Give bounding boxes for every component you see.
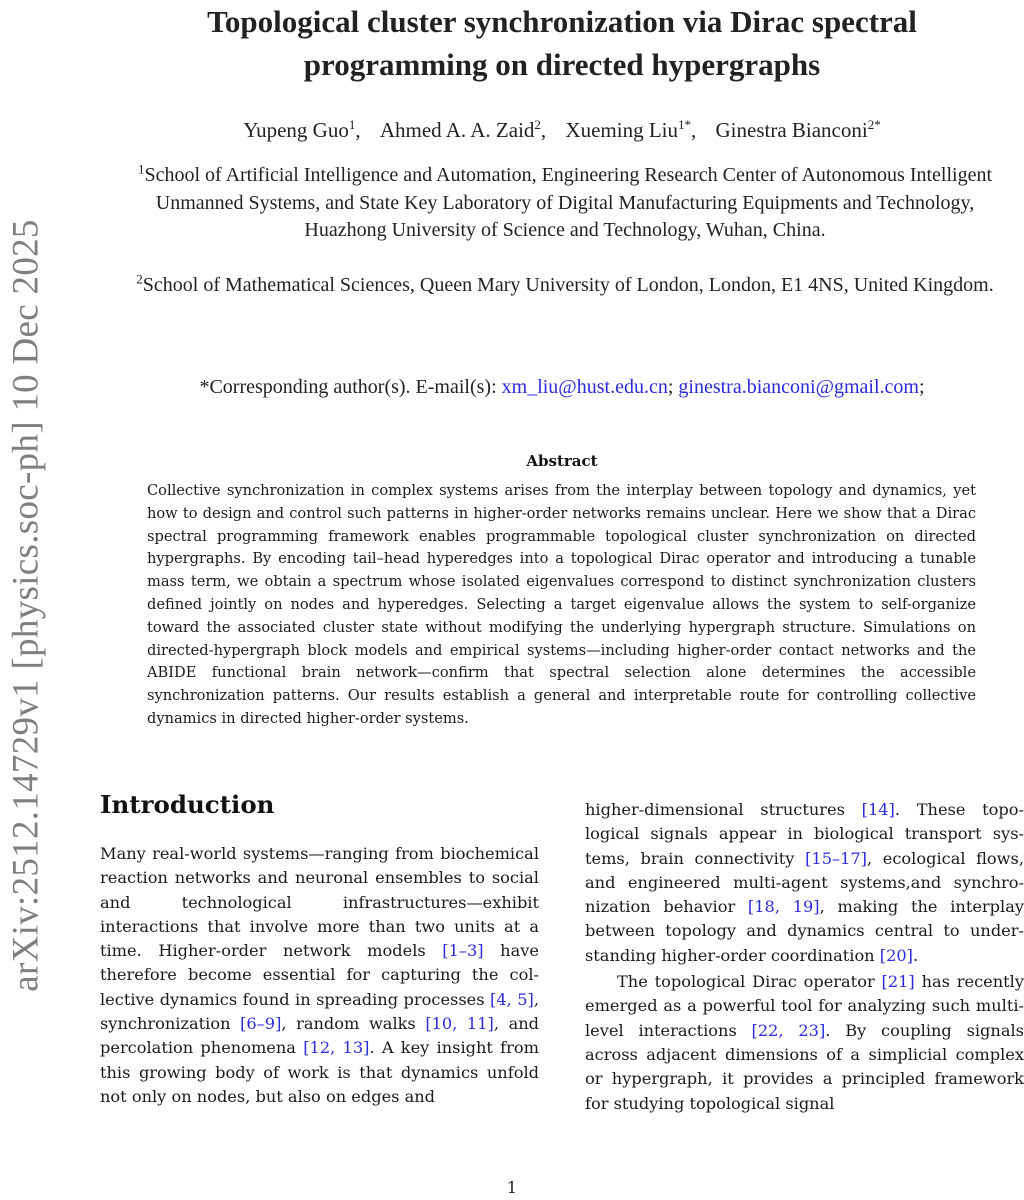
affiliation-2 <box>130 272 1000 300</box>
body-text: . <box>913 945 919 965</box>
author-affil-mark: 2* <box>867 117 881 132</box>
body-text: . A key insight from this growing body of work is that dynamics unfold not only on nodes, but also on edges and <box>100 1038 539 1106</box>
body-text: Many real-world systems—ranging from biochemical reaction networks and neuronal ensembles to social and technological infrastructures—exhibit interactions that involve more than two units at a time. Higher-order network models <box>100 844 539 961</box>
author-3: Xueming Liu$^{1*}$, <box>565 117 697 142</box>
affiliation-1 <box>130 162 1000 245</box>
affiliation-mark: 1 <box>137 161 145 177</box>
citation-link[interactable]: [22, 23] <box>751 1020 826 1040</box>
author-4 <box>716 118 881 142</box>
body-text: higher-dimensional structures <box>585 800 862 819</box>
author-name: Xueming Liu <box>565 118 678 142</box>
citation-link[interactable]: [21] <box>881 972 915 992</box>
citation-link[interactable]: [10, 11] <box>425 1014 494 1034</box>
intro-right-column <box>585 798 1024 1116</box>
abstract-heading: Abstract <box>526 452 598 470</box>
author-name: Ginestra Bianconi <box>715 118 868 142</box>
intro-paragraph-2 <box>585 970 1024 1116</box>
body-text: , synchronization <box>100 989 539 1034</box>
arxiv-id-text: arXiv:2512.14729v1 [physics.soc-ph] 10 Dec 2025 <box>5 218 47 992</box>
citation-link[interactable]: [14] <box>861 800 895 819</box>
citation-link[interactable]: [4, 5] <box>490 989 534 1009</box>
affiliation-text: School of Mathematical Sciences, Queen Mary University of London, London, E1 4NS, United Kingdom. <box>142 274 994 296</box>
citation-link[interactable]: [18, 19] <box>747 897 820 917</box>
author-list <box>100 118 1024 143</box>
page-number: 1 <box>506 1178 518 1197</box>
intro-paragraph-1 <box>100 842 539 1109</box>
body-text: have therefore become essential for capturing the collective dynamics found in spreading processes <box>100 941 539 1009</box>
intro-paragraph-1-continued <box>585 798 1024 968</box>
affiliation-mark: 2 <box>136 271 143 287</box>
body-text: , ecological flows, and engineered multi-agent systems,and synchronization behavior <box>585 848 1024 917</box>
body-text: has recently emerged as a powerful tool for analyzing such multi-level interactions <box>585 972 1024 1040</box>
author-name: Yupeng Guo <box>243 118 349 142</box>
author-2: Ahmed A. A. Zaid$^2$, <box>379 117 547 142</box>
email-link-liu[interactable]: xm_liu@hust.edu.cn <box>501 376 668 398</box>
citation-link[interactable]: [15–17] <box>805 848 867 868</box>
affiliation-text: School of Artificial Intelligence and Automation, Engineering Research Center of Autonomous Intelligent Unmanned Systems, and State Key Laboratory of Digital Manufacturing Equipments and Technology, Huazhong University of Science and Technology, Wuhan, China. <box>144 164 993 241</box>
body-text: The topological Dirac operator <box>617 972 882 992</box>
corresponding-prefix: *Corresponding author(s). E-mail(s): <box>199 376 502 398</box>
corresponding-suffix: ; <box>918 376 925 398</box>
citation-link[interactable]: [12, 13] <box>303 1038 370 1058</box>
citation-link[interactable]: [20] <box>879 945 913 965</box>
paper-title: Topological cluster synchronization via Dirac spectral programming on directed hypergraphs <box>207 4 917 82</box>
introduction-heading: Introduction <box>100 790 275 819</box>
author-1: Yupeng Guo$^1$, <box>243 117 361 142</box>
corresponding-author <box>100 376 1024 399</box>
author-affil-mark: 2 <box>534 117 541 132</box>
body-text: , and percolation phenomena <box>100 1014 540 1058</box>
citation-link[interactable]: [6–9] <box>240 1014 282 1034</box>
intro-left-column <box>100 842 539 1109</box>
arxiv-side-identifier <box>3 175 49 1035</box>
body-text: . These topological signals appear in biological transport systems, brain connectivity <box>585 800 1024 868</box>
email-separator: ; <box>667 376 679 398</box>
email-link-bianconi[interactable]: ginestra.bianconi@gmail.com <box>678 376 919 398</box>
abstract-text: Collective synchronization in complex systems arises from the interplay between topology and dynamics, yet how to design and control such patterns in higher-order networks remains unclear. Here we show that a Dirac spectral programming framework enables programmable topological cluster synchronization on directed hypergraphs. By encoding tail–head hyperedges into a topological Dirac operator and introducing a tunable mass term, we obtain a spectrum whose isolated eigenvalues correspond to distinct synchronization clusters defined jointly on nodes and hyperedges. Selecting a target eigenvalue allows the system to self-organize toward the associated cluster state without modifying the underlying hypergraph structure. Simulations on directed-hypergraph block models and empirical systems—including higher-order contact networks and the ABIDE functional brain network—confirm that spectral selection alone determines the accessible synchronization patterns. Our results establish a general and interpretable route for controlling collective dynamics in directed higher-order systems. <box>147 482 976 727</box>
author-name: Ahmed A. A. Zaid <box>379 118 535 142</box>
body-text: , random walks <box>281 1014 426 1034</box>
author-affil-mark: 1 <box>348 117 356 132</box>
author-affil-mark: 1* <box>678 117 691 132</box>
body-text: , making the interplay between topology and dynamics central to understanding higher-order coordination <box>585 897 1024 965</box>
body-text: . By coupling signals across adjacent dimensions of a simplicial complex or hypergraph, it provides a principled framework for studying topological signal <box>585 1020 1024 1113</box>
citation-link[interactable]: [1–3] <box>442 941 484 961</box>
